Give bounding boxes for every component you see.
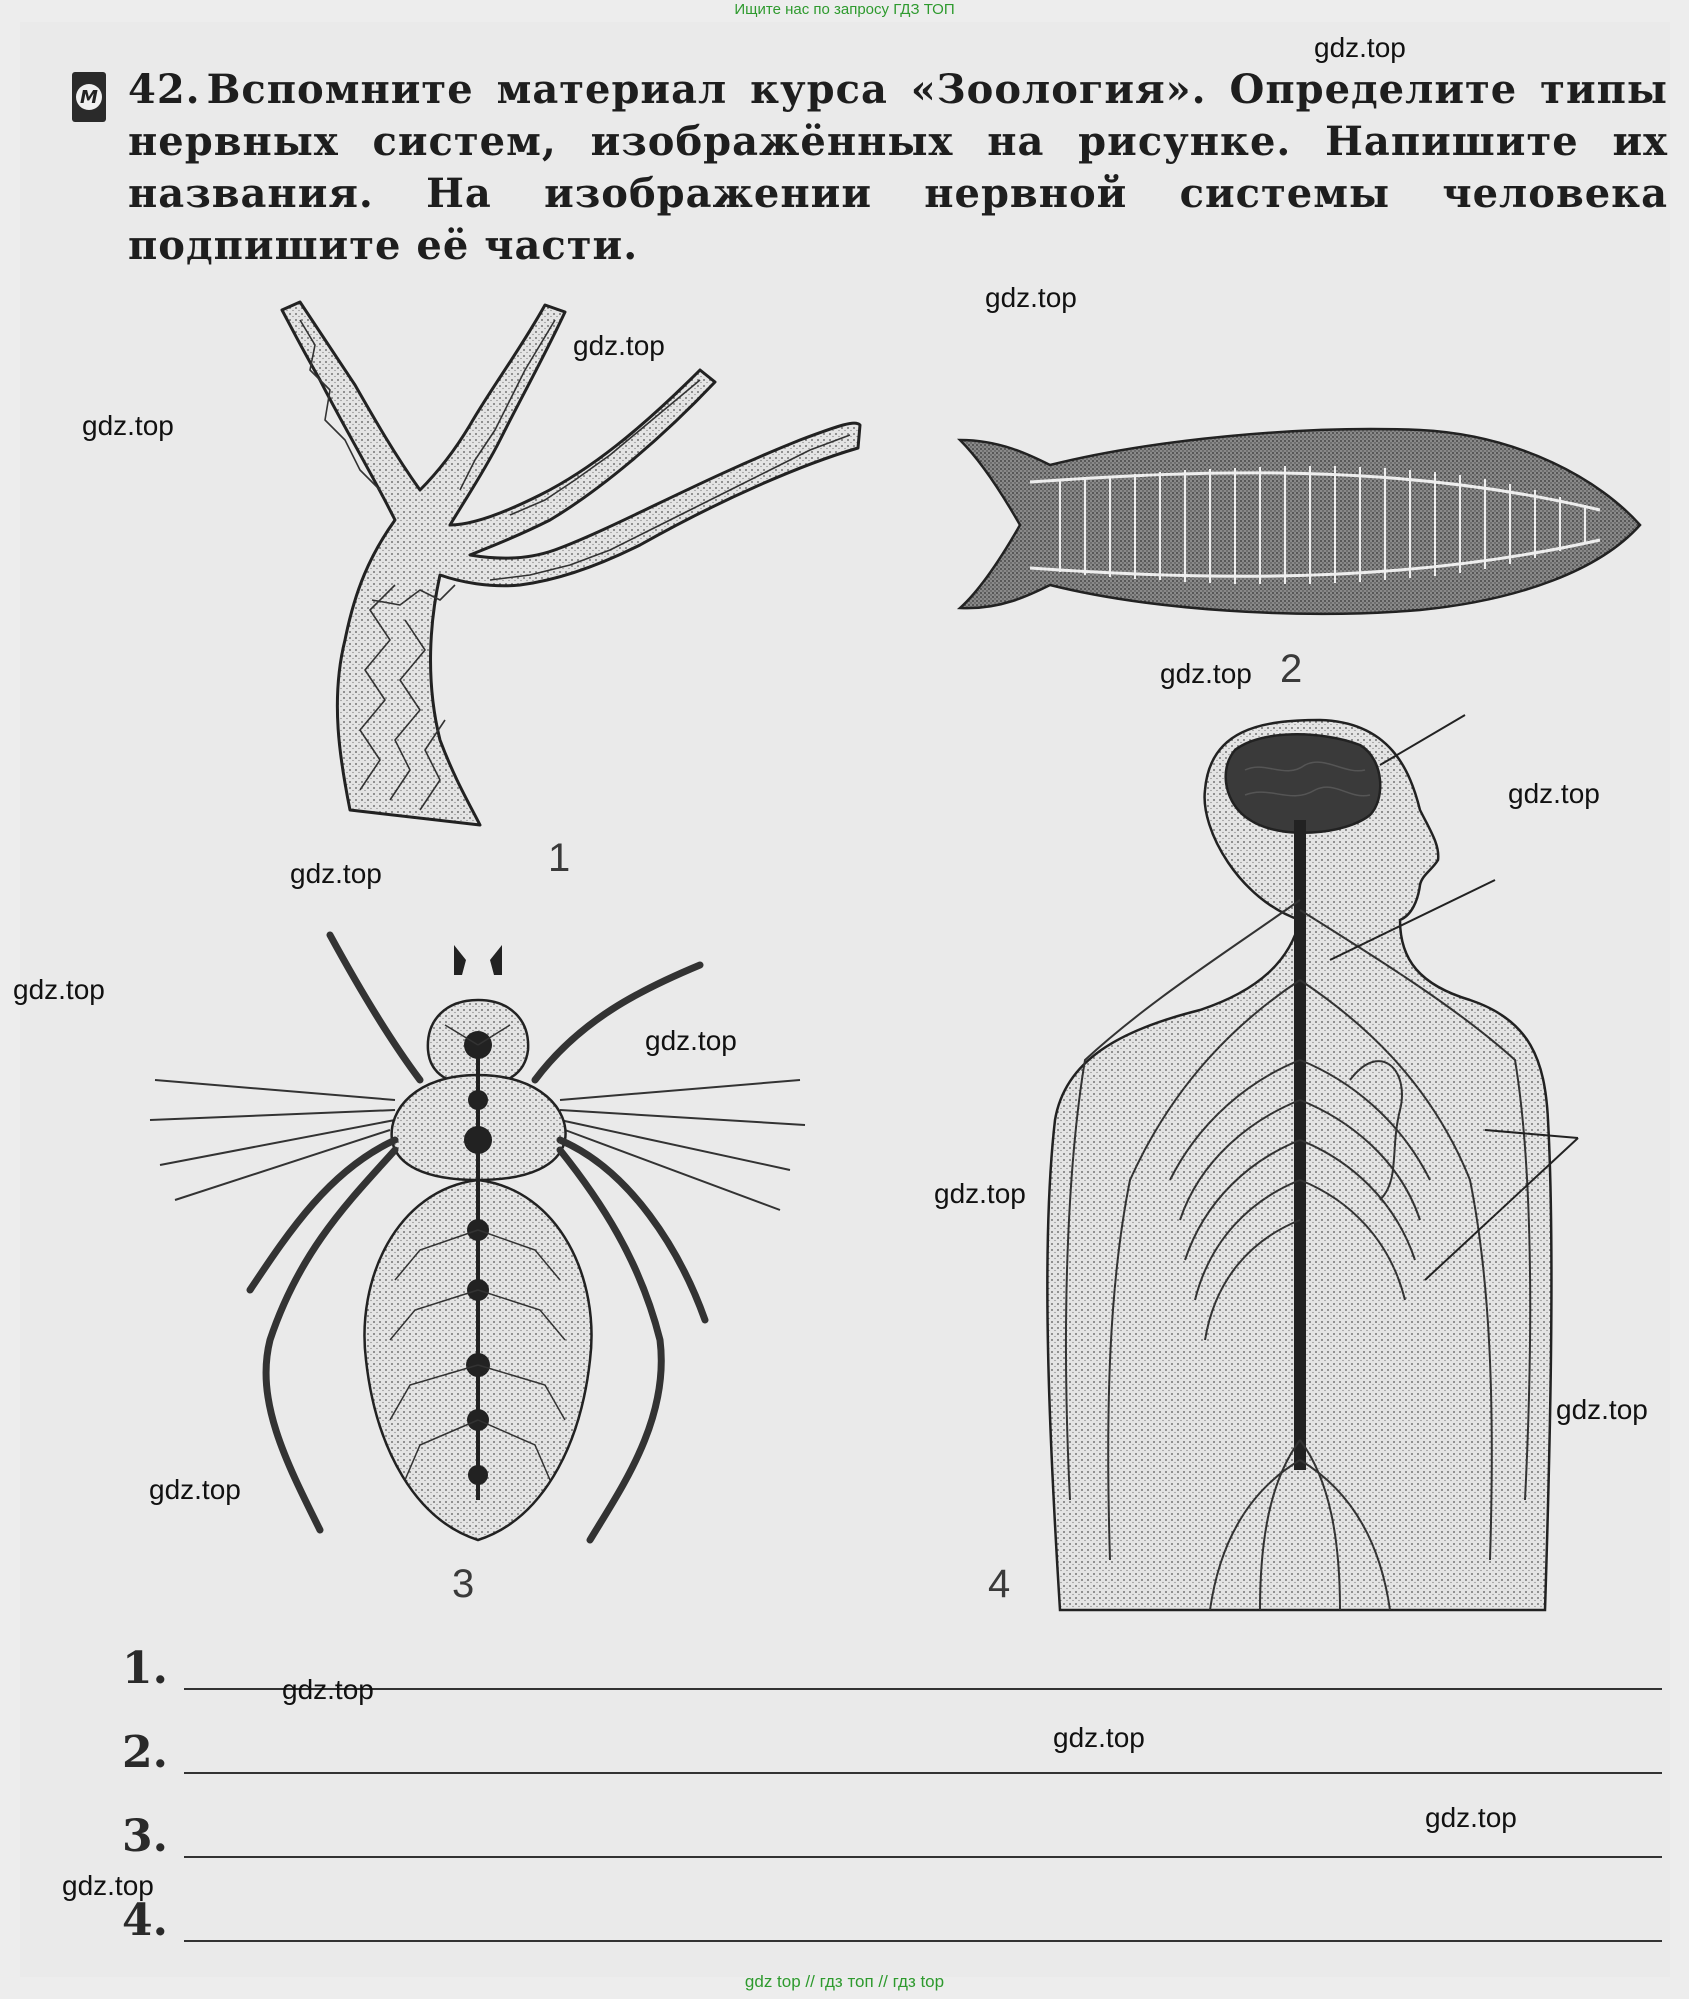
- task-number: 42.: [128, 66, 201, 113]
- badge-letter: М: [76, 84, 102, 110]
- watermark: gdz.top: [645, 1025, 737, 1056]
- hydra-figure: [282, 302, 860, 825]
- watermark: gdz.top: [1160, 658, 1252, 689]
- planarian-figure: [960, 429, 1640, 614]
- answer-number: 3.: [122, 1811, 168, 1862]
- watermark: gdz.top: [1556, 1394, 1648, 1425]
- figure-label-2: 2: [1280, 647, 1303, 691]
- answer-number: 1.: [122, 1643, 168, 1694]
- figure-label-1: 1: [548, 836, 571, 880]
- answer-line[interactable]: [184, 1688, 1662, 1690]
- answer-line[interactable]: [184, 1772, 1662, 1774]
- watermark: gdz.top: [1508, 778, 1600, 809]
- answer-row-2[interactable]: [122, 1724, 1662, 1784]
- watermark: gdz.top: [1314, 32, 1406, 63]
- figure-label-3: 3: [452, 1562, 475, 1606]
- watermark: gdz.top: [934, 1178, 1026, 1209]
- search-hint-link[interactable]: Ищите нас по запросу ГДЗ ТОП: [734, 1, 955, 18]
- watermark: gdz.top: [13, 974, 105, 1005]
- figure-label-4: 4: [988, 1562, 1011, 1606]
- watermark: gdz.top: [82, 410, 174, 441]
- watermark: gdz.top: [282, 1674, 374, 1705]
- answer-number: 2.: [122, 1727, 168, 1778]
- task-body: Вспомните материал курса «Зоология». Определите типы нервных систем, изображённых на рисунке. Напишите их названия. На изображении нервной системы человека подпишите её части.: [128, 66, 1668, 269]
- answer-line[interactable]: [184, 1856, 1662, 1858]
- answer-line[interactable]: [184, 1940, 1662, 1942]
- watermark: gdz.top: [1425, 1802, 1517, 1833]
- watermark: gdz.top: [149, 1474, 241, 1505]
- watermark: gdz.top: [62, 1870, 154, 1901]
- answer-row-4[interactable]: [122, 1892, 1662, 1952]
- watermark: gdz.top: [573, 330, 665, 361]
- human-figure: [1047, 715, 1578, 1610]
- watermark: gdz.top: [1053, 1722, 1145, 1753]
- answer-number: 4.: [122, 1895, 168, 1946]
- watermark: gdz.top: [290, 858, 382, 889]
- footer-links[interactable]: gdz top // гдз топ // гдз top: [744, 1972, 945, 1991]
- watermark: gdz.top: [985, 282, 1077, 313]
